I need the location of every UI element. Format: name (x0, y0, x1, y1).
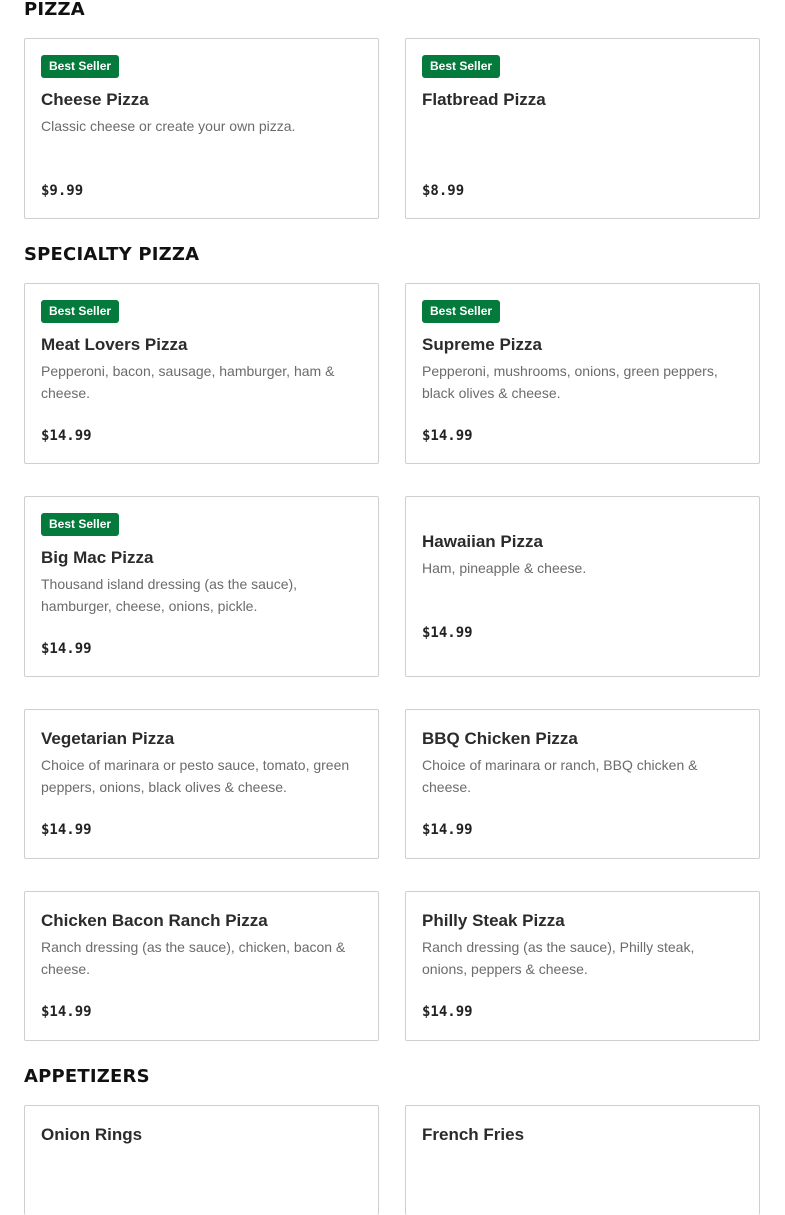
item-name: Cheese Pizza (41, 90, 149, 109)
item-description: Choice of marinara or pesto sauce, tomato, green peppers, onions, black olives & cheese. (41, 757, 350, 795)
item-description: Ham, pineapple & cheese. (422, 560, 587, 576)
item-price: $14.99 (41, 641, 92, 657)
item-description: Pepperoni, mushrooms, onions, green peppers, black olives & cheese. (422, 363, 718, 401)
item-description: Thousand island dressing (as the sauce), hamburger, cheese, onions, pickle. (41, 576, 298, 614)
item-name: Big Mac Pizza (41, 548, 154, 567)
item-description: Ranch dressing (as the sauce), Philly steak, onions, peppers & cheese. (422, 939, 695, 977)
item-price: $14.99 (422, 1004, 473, 1020)
best-seller-badge: Best Seller (41, 300, 119, 323)
section-title-appetizers: APPETIZERS (24, 1066, 150, 1087)
section-title-specialty-pizza: SPECIALTY PIZZA (24, 244, 200, 265)
item-name: Philly Steak Pizza (422, 911, 565, 930)
menu-item-meat-lovers-pizza[interactable] (24, 283, 379, 464)
menu-item-vegetarian-pizza[interactable] (24, 709, 379, 859)
item-price: $8.99 (422, 183, 465, 199)
item-description: Classic cheese or create your own pizza. (41, 118, 296, 134)
item-name: Vegetarian Pizza (41, 729, 175, 748)
item-price: $14.99 (422, 428, 473, 444)
item-name: Chicken Bacon Ranch Pizza (41, 911, 268, 930)
item-description: Ranch dressing (as the sauce), chicken, bacon & cheese. (41, 939, 346, 977)
item-name: French Fries (422, 1125, 525, 1144)
section-title-pizza: PIZZA (24, 0, 85, 20)
item-name: Meat Lovers Pizza (41, 335, 188, 354)
best-seller-badge: Best Seller (422, 300, 500, 323)
item-price: $14.99 (422, 822, 473, 838)
item-price: $14.99 (41, 428, 92, 444)
item-description: Pepperoni, bacon, sausage, hamburger, ham & cheese. (41, 363, 335, 401)
best-seller-badge: Best Seller (422, 55, 500, 78)
item-description: Choice of marinara or ranch, BBQ chicken & cheese. (422, 757, 698, 795)
item-name: Onion Rings (41, 1125, 143, 1144)
menu-item-big-mac-pizza[interactable] (24, 496, 379, 677)
menu-item-flatbread-pizza[interactable] (405, 38, 760, 219)
item-price: $14.99 (422, 625, 473, 641)
item-price: $14.99 (41, 822, 92, 838)
menu-item-onion-rings[interactable] (24, 1105, 379, 1215)
item-price: $9.99 (41, 183, 84, 199)
menu-item-french-fries[interactable] (405, 1105, 760, 1215)
menu-item-supreme-pizza[interactable] (405, 283, 760, 464)
item-name: BBQ Chicken Pizza (422, 729, 578, 748)
best-seller-badge: Best Seller (41, 513, 119, 536)
menu-item-bbq-chicken-pizza[interactable] (405, 709, 760, 859)
item-price: $14.99 (41, 1004, 92, 1020)
item-name: Hawaiian Pizza (422, 532, 543, 551)
best-seller-badge: Best Seller (41, 55, 119, 78)
menu-item-philly-steak-pizza[interactable] (405, 891, 760, 1041)
item-name: Flatbread Pizza (422, 90, 546, 109)
menu-item-cheese-pizza[interactable] (24, 38, 379, 219)
item-name: Supreme Pizza (422, 335, 542, 354)
menu-item-chicken-bacon-ranch-pizza[interactable] (24, 891, 379, 1041)
menu-item-hawaiian-pizza[interactable] (405, 496, 760, 677)
